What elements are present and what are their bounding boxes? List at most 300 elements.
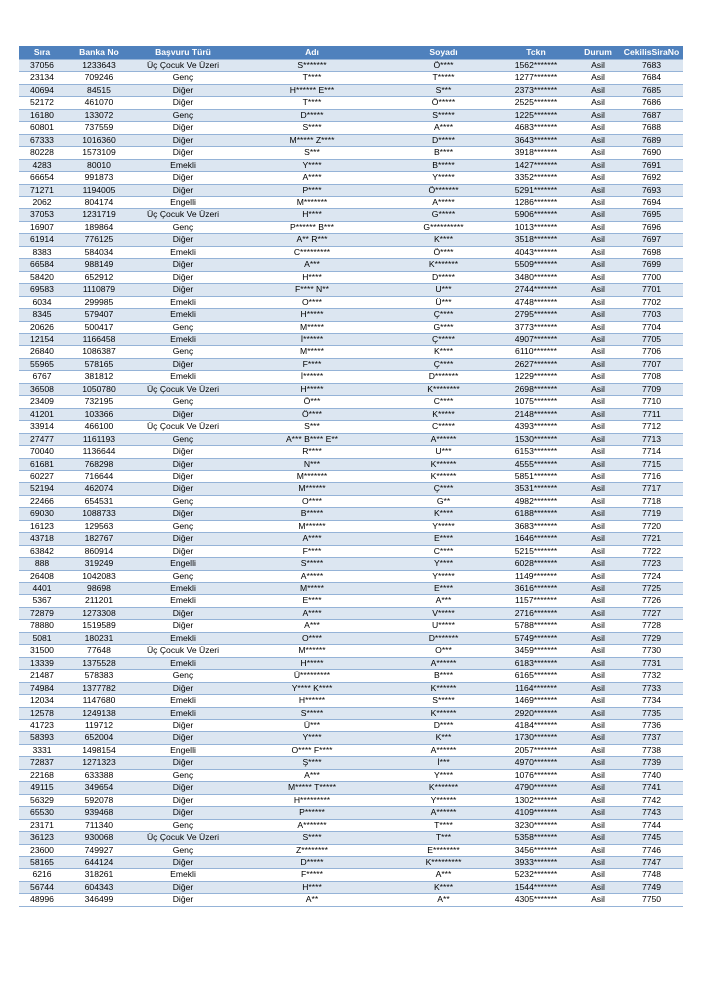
cell-durum: Asil [576,196,620,208]
cell-durum: Asil [576,421,620,433]
cell-cekilis-sira-no: 7735 [620,707,683,719]
cell-soyadi: B**** [391,670,496,682]
cell-banka-no: 768298 [65,458,133,470]
cell-sira: 60227 [19,470,65,482]
cell-basvuru-turu: Diğer [133,134,233,146]
table-row [19,732,683,744]
cell-basvuru-turu: Diğer [133,682,233,694]
cell-tckn: 6183******* [496,657,576,669]
cell-soyadi: Ö**** [391,246,496,258]
cell-soyadi: A***** [391,196,496,208]
cell-banka-no: 319249 [65,558,133,570]
cell-banka-no: 1231719 [65,209,133,221]
cell-adi: H****** E*** [233,84,391,96]
cell-banka-no: 1519589 [65,620,133,632]
cell-durum: Asil [576,832,620,844]
cell-tckn: 1013******* [496,221,576,233]
cell-cekilis-sira-no: 7742 [620,794,683,806]
cell-adi: Ü********* [233,670,391,682]
cell-durum: Asil [576,520,620,532]
cell-durum: Asil [576,695,620,707]
cell-cekilis-sira-no: 7721 [620,533,683,545]
cell-tckn: 6153******* [496,446,576,458]
cell-soyadi: S*** [391,84,496,96]
cell-soyadi: U*** [391,446,496,458]
table-row [19,159,683,171]
cell-basvuru-turu: Diğer [133,894,233,906]
cell-basvuru-turu: Engelli [133,744,233,756]
cell-sira: 33914 [19,421,65,433]
cell-cekilis-sira-no: 7732 [620,670,683,682]
cell-sira: 58393 [19,732,65,744]
cell-cekilis-sira-no: 7707 [620,358,683,370]
cell-tckn: 3773******* [496,321,576,333]
cell-cekilis-sira-no: 7722 [620,545,683,557]
table-row [19,84,683,96]
cell-adi: O**** [233,495,391,507]
cell-banka-no: 77648 [65,645,133,657]
cell-banka-no: 804174 [65,196,133,208]
cell-soyadi: E**** [391,583,496,595]
table-header [19,46,683,60]
cell-soyadi: K****** [391,682,496,694]
cell-soyadi: B***** [391,159,496,171]
cell-soyadi: Y***** [391,520,496,532]
cell-soyadi: Y***** [391,172,496,184]
table-row [19,470,683,482]
table-row [19,259,683,271]
cell-banka-no: 500417 [65,321,133,333]
cell-tckn: 5291******* [496,184,576,196]
cell-cekilis-sira-no: 7708 [620,371,683,383]
cell-basvuru-turu: Diğer [133,408,233,420]
cell-basvuru-turu: Emekli [133,695,233,707]
cell-tckn: 2698******* [496,383,576,395]
cell-tckn: 5851******* [496,470,576,482]
cell-cekilis-sira-no: 7717 [620,483,683,495]
cell-sira: 80228 [19,147,65,159]
table-row [19,60,683,72]
cell-sira: 5367 [19,595,65,607]
cell-sira: 52172 [19,97,65,109]
cell-durum: Asil [576,657,620,669]
cell-basvuru-turu: Üç Çocuk Ve Üzeri [133,209,233,221]
cell-basvuru-turu: Genç [133,109,233,121]
cell-soyadi: Y****** [391,794,496,806]
cell-basvuru-turu: Diğer [133,508,233,520]
cell-durum: Asil [576,147,620,159]
cell-cekilis-sira-no: 7703 [620,309,683,321]
cell-basvuru-turu: Emekli [133,159,233,171]
cell-soyadi: A****** [391,807,496,819]
cell-tckn: 3683******* [496,520,576,532]
cell-basvuru-turu: Emekli [133,657,233,669]
cell-soyadi: Ü*** [391,296,496,308]
cell-tckn: 2525******* [496,97,576,109]
cell-banka-no: 119712 [65,720,133,732]
cell-cekilis-sira-no: 7700 [620,271,683,283]
cell-banka-no: 1016360 [65,134,133,146]
cell-sira: 78880 [19,620,65,632]
cell-cekilis-sira-no: 7698 [620,246,683,258]
cell-banka-no: 716644 [65,470,133,482]
cell-adi: Y**** K**** [233,682,391,694]
cell-durum: Asil [576,682,620,694]
cell-banka-no: 318261 [65,869,133,881]
cell-banka-no: 80010 [65,159,133,171]
cell-sira: 36508 [19,383,65,395]
cell-adi: A*** B**** E** [233,433,391,445]
cell-cekilis-sira-no: 7748 [620,869,683,881]
cell-cekilis-sira-no: 7725 [620,583,683,595]
cell-banka-no: 1377782 [65,682,133,694]
cell-adi: M****** [233,520,391,532]
cell-banka-no: 1136644 [65,446,133,458]
cell-cekilis-sira-no: 7729 [620,632,683,644]
cell-durum: Asil [576,607,620,619]
cell-sira: 56744 [19,881,65,893]
cell-adi: A**** [233,607,391,619]
cell-cekilis-sira-no: 7689 [620,134,683,146]
cell-durum: Asil [576,533,620,545]
cell-durum: Asil [576,433,620,445]
cell-durum: Asil [576,296,620,308]
cell-sira: 23171 [19,819,65,831]
table-row [19,172,683,184]
cell-soyadi: A****** [391,433,496,445]
cell-cekilis-sira-no: 7706 [620,346,683,358]
cell-banka-no: 711340 [65,819,133,831]
cell-durum: Asil [576,819,620,831]
cell-tckn: 1225******* [496,109,576,121]
header-adi: Adı [233,46,391,60]
table-row [19,657,683,669]
cell-durum: Asil [576,645,620,657]
cell-adi: A***** [233,570,391,582]
cell-tckn: 1164******* [496,682,576,694]
cell-adi: A*** [233,620,391,632]
cell-sira: 16123 [19,520,65,532]
cell-sira: 16180 [19,109,65,121]
cell-banka-no: 709246 [65,72,133,84]
cell-basvuru-turu: Üç Çocuk Ve Üzeri [133,60,233,72]
cell-sira: 20626 [19,321,65,333]
cell-durum: Asil [576,570,620,582]
header-cekilis-sira-no: CekilisSiraNo [620,46,683,60]
cell-tckn: 3918******* [496,147,576,159]
cell-sira: 67333 [19,134,65,146]
cell-soyadi: S***** [391,109,496,121]
cell-banka-no: 1249138 [65,707,133,719]
cell-adi: A** [233,894,391,906]
cell-sira: 12154 [19,333,65,345]
cell-basvuru-turu: Üç Çocuk Ve Üzeri [133,383,233,395]
table-row [19,881,683,893]
cell-soyadi: K******** [391,383,496,395]
cell-durum: Asil [576,184,620,196]
cell-basvuru-turu: Genç [133,321,233,333]
cell-cekilis-sira-no: 7713 [620,433,683,445]
cell-adi: D***** [233,109,391,121]
cell-durum: Asil [576,483,620,495]
cell-tckn: 4982******* [496,495,576,507]
cell-sira: 66584 [19,259,65,271]
cell-tckn: 1646******* [496,533,576,545]
table-row [19,869,683,881]
cell-soyadi: G**** [391,321,496,333]
cell-durum: Asil [576,333,620,345]
cell-adi: C********* [233,246,391,258]
cell-cekilis-sira-no: 7726 [620,595,683,607]
cell-basvuru-turu: Diğer [133,259,233,271]
cell-adi: T**** [233,97,391,109]
cell-soyadi: A*** [391,595,496,607]
cell-tckn: 1530******* [496,433,576,445]
cell-tckn: 5906******* [496,209,576,221]
cell-adi: A**** [233,533,391,545]
cell-basvuru-turu: Genç [133,570,233,582]
cell-soyadi: K**** [391,881,496,893]
cell-cekilis-sira-no: 7702 [620,296,683,308]
cell-basvuru-turu: Genç [133,433,233,445]
cell-sira: 71271 [19,184,65,196]
cell-durum: Asil [576,707,620,719]
cell-cekilis-sira-no: 7688 [620,122,683,134]
cell-sira: 6767 [19,371,65,383]
cell-basvuru-turu: Genç [133,769,233,781]
cell-durum: Asil [576,495,620,507]
cell-banka-no: 737559 [65,122,133,134]
cell-durum: Asil [576,172,620,184]
cell-banka-no: 1161193 [65,433,133,445]
table-row [19,495,683,507]
cell-banka-no: 633388 [65,769,133,781]
cell-adi: H****** [233,695,391,707]
cell-sira: 48996 [19,894,65,906]
cell-durum: Asil [576,346,620,358]
cell-cekilis-sira-no: 7691 [620,159,683,171]
cell-tckn: 3643******* [496,134,576,146]
cell-cekilis-sira-no: 7738 [620,744,683,756]
cell-cekilis-sira-no: 7750 [620,894,683,906]
cell-tckn: 5358******* [496,832,576,844]
cell-tckn: 1544******* [496,881,576,893]
cell-durum: Asil [576,470,620,482]
cell-basvuru-turu: Diğer [133,284,233,296]
cell-adi: M****** [233,483,391,495]
cell-banka-no: 644124 [65,857,133,869]
cell-banka-no: 211201 [65,595,133,607]
table-row [19,832,683,844]
cell-banka-no: 930068 [65,832,133,844]
cell-adi: M******* [233,196,391,208]
table-row [19,97,683,109]
cell-sira: 23600 [19,844,65,856]
cell-banka-no: 939468 [65,807,133,819]
cell-banka-no: 584034 [65,246,133,258]
cell-cekilis-sira-no: 7704 [620,321,683,333]
table-row [19,383,683,395]
table-row [19,371,683,383]
cell-adi: D***** [233,857,391,869]
cell-adi: H***** [233,309,391,321]
cell-cekilis-sira-no: 7743 [620,807,683,819]
cell-sira: 4401 [19,583,65,595]
cell-cekilis-sira-no: 7697 [620,234,683,246]
cell-banka-no: 652912 [65,271,133,283]
table-row [19,234,683,246]
cell-basvuru-turu: Emekli [133,371,233,383]
cell-cekilis-sira-no: 7699 [620,259,683,271]
cell-durum: Asil [576,769,620,781]
cell-adi: O**** [233,632,391,644]
cell-adi: M***** [233,346,391,358]
cell-soyadi: K**** [391,234,496,246]
cell-banka-no: 346499 [65,894,133,906]
table-row [19,458,683,470]
cell-cekilis-sira-no: 7739 [620,757,683,769]
table-row [19,645,683,657]
cell-basvuru-turu: Engelli [133,196,233,208]
cell-cekilis-sira-no: 7686 [620,97,683,109]
cell-cekilis-sira-no: 7745 [620,832,683,844]
cell-banka-no: 604343 [65,881,133,893]
header-tckn: Tckn [496,46,576,60]
table-row [19,807,683,819]
cell-banka-no: 462074 [65,483,133,495]
cell-durum: Asil [576,259,620,271]
cell-adi: F**** [233,545,391,557]
cell-soyadi: Ç**** [391,358,496,370]
cell-soyadi: K**** [391,508,496,520]
cell-cekilis-sira-no: 7715 [620,458,683,470]
cell-sira: 2062 [19,196,65,208]
cell-durum: Asil [576,396,620,408]
cell-adi: H********* [233,794,391,806]
cell-adi: P**** [233,184,391,196]
cell-basvuru-turu: Diğer [133,794,233,806]
cell-basvuru-turu: Diğer [133,732,233,744]
cell-basvuru-turu: Diğer [133,607,233,619]
cell-adi: A*** [233,769,391,781]
cell-durum: Asil [576,857,620,869]
cell-sira: 55965 [19,358,65,370]
cell-banka-no: 1086387 [65,346,133,358]
cell-basvuru-turu: Emekli [133,595,233,607]
cell-adi: E**** [233,595,391,607]
cell-basvuru-turu: Emekli [133,632,233,644]
cell-tckn: 1730******* [496,732,576,744]
cell-cekilis-sira-no: 7740 [620,769,683,781]
cell-sira: 16907 [19,221,65,233]
cell-soyadi: D***** [391,134,496,146]
cell-basvuru-turu: Diğer [133,782,233,794]
cell-tckn: 5788******* [496,620,576,632]
cell-cekilis-sira-no: 7694 [620,196,683,208]
cell-durum: Asil [576,894,620,906]
cell-soyadi: Ö***** [391,97,496,109]
cell-basvuru-turu: Üç Çocuk Ve Üzeri [133,421,233,433]
cell-tckn: 4970******* [496,757,576,769]
table-row [19,134,683,146]
cell-adi: T**** [233,72,391,84]
cell-adi: Ş**** [233,757,391,769]
cell-soyadi: Y**** [391,769,496,781]
cell-soyadi: U***** [391,620,496,632]
cell-banka-no: 578165 [65,358,133,370]
cell-basvuru-turu: Diğer [133,97,233,109]
cell-basvuru-turu: Üç Çocuk Ve Üzeri [133,832,233,844]
cell-durum: Asil [576,271,620,283]
header-banka-no: Banka No [65,46,133,60]
cell-cekilis-sira-no: 7719 [620,508,683,520]
cell-tckn: 3480******* [496,271,576,283]
cell-tckn: 3531******* [496,483,576,495]
table-row [19,284,683,296]
cell-banka-no: 466100 [65,421,133,433]
cell-sira: 74984 [19,682,65,694]
table-row [19,209,683,221]
cell-sira: 37056 [19,60,65,72]
cell-cekilis-sira-no: 7747 [620,857,683,869]
cell-banka-no: 749927 [65,844,133,856]
cell-soyadi: Ç**** [391,309,496,321]
cell-banka-no: 1194005 [65,184,133,196]
cell-durum: Asil [576,122,620,134]
cell-basvuru-turu: Genç [133,670,233,682]
table-row [19,707,683,719]
cell-sira: 65530 [19,807,65,819]
cell-basvuru-turu: Genç [133,346,233,358]
cell-adi: A**** [233,172,391,184]
cell-tckn: 1427******* [496,159,576,171]
cell-tckn: 4043******* [496,246,576,258]
cell-adi: M***** [233,583,391,595]
cell-cekilis-sira-no: 7693 [620,184,683,196]
cell-basvuru-turu: Diğer [133,147,233,159]
table-row [19,757,683,769]
cell-durum: Asil [576,670,620,682]
cell-sira: 37053 [19,209,65,221]
cell-banka-no: 189864 [65,221,133,233]
cell-durum: Asil [576,732,620,744]
cell-tckn: 4907******* [496,333,576,345]
table-row [19,358,683,370]
cell-banka-no: 654531 [65,495,133,507]
cell-basvuru-turu: Emekli [133,309,233,321]
cell-basvuru-turu: Diğer [133,620,233,632]
cell-basvuru-turu: Diğer [133,545,233,557]
cell-tckn: 5215******* [496,545,576,557]
cell-sira: 4283 [19,159,65,171]
lottery-results-table [19,46,683,907]
cell-banka-no: 1110879 [65,284,133,296]
cell-cekilis-sira-no: 7690 [620,147,683,159]
cell-sira: 70040 [19,446,65,458]
cell-sira: 41723 [19,720,65,732]
cell-sira: 12578 [19,707,65,719]
cell-sira: 8345 [19,309,65,321]
cell-basvuru-turu: Diğer [133,358,233,370]
cell-basvuru-turu: Genç [133,844,233,856]
cell-tckn: 4184******* [496,720,576,732]
table-row [19,321,683,333]
table-row [19,744,683,756]
table-row [19,520,683,532]
cell-sira: 26408 [19,570,65,582]
table-row [19,309,683,321]
cell-sira: 72879 [19,607,65,619]
